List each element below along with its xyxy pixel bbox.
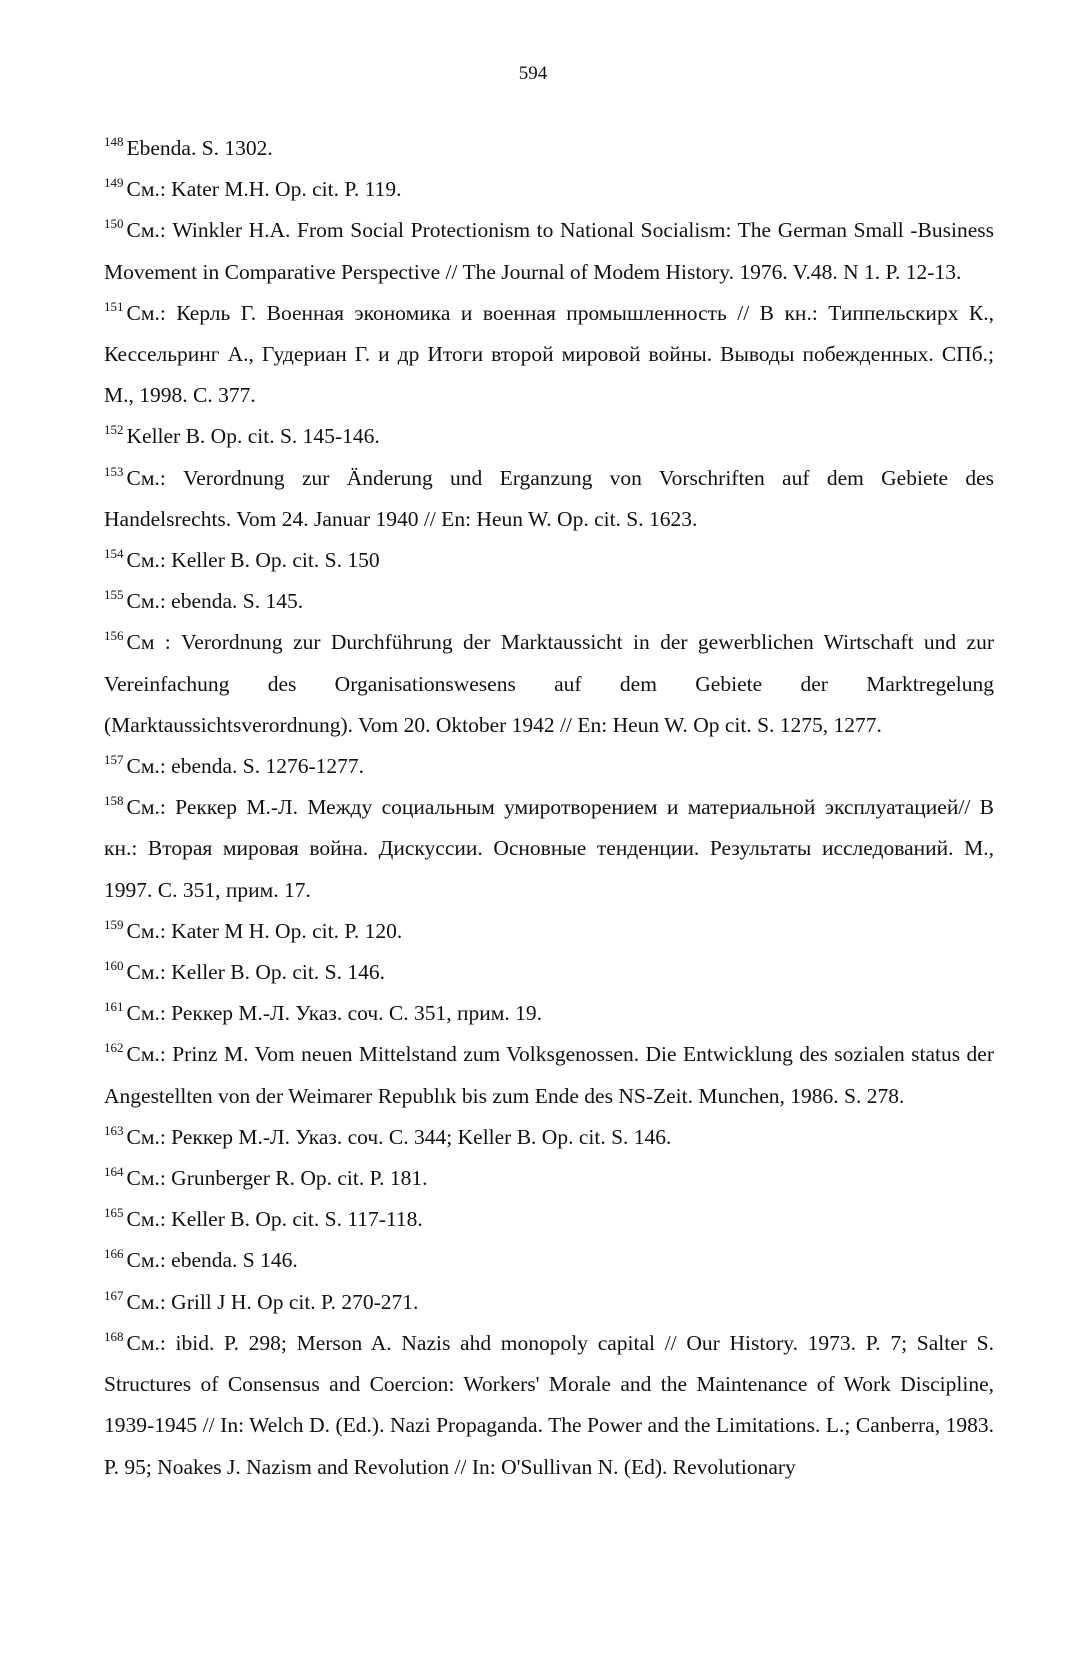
footnote-text: См.: Реккер М.-Л. Указ. соч. С. 351, прим. 19. (126, 1001, 543, 1026)
footnote (104, 1117, 994, 1158)
footnote-number: 156 (104, 628, 124, 644)
footnote-number: 149 (104, 175, 124, 191)
footnote-number: 167 (104, 1287, 124, 1303)
footnote-text: Ebenda. S. 1302. (126, 136, 273, 160)
footnote-number: 161 (104, 999, 124, 1015)
footnote-text: См.: Kater M H. Op. cit. P. 120. (126, 918, 403, 943)
footnote-text: См.: ebenda. S. 145. (126, 589, 304, 614)
footnote-number: 159 (104, 916, 124, 932)
footnote (104, 746, 994, 787)
footnote-number: 164 (104, 1164, 124, 1180)
footnote-number: 152 (104, 422, 124, 438)
footnote-text: См.: ibid. P. 298; Merson A. Nazis ahd monopoly capital // Our History. 1973. P. 7; Salter S. Structures of Consensus and Coercion: Workers' Morale and the Maintenance of Work Discipline, 1939-1945 // In: Welch D. (Ed.). Nazi Propaganda. The Power and the Limitations. L.; Canberra, 1983. P. 95; Noakes J. Nazism and Revolution // In: O'Sullivan N. (Ed). Revolutionary (104, 1330, 994, 1479)
footnote-text: См.: Keller B. Op. cit. S. 146. (126, 960, 385, 985)
footnote-text: См.: Реккер М.-Л. Указ. соч. С. 344; Keller B. Op. cit. S. 146. (126, 1124, 672, 1149)
footnote (104, 1323, 994, 1488)
footnote-number: 151 (104, 298, 124, 314)
footnote-number: 148 (104, 134, 124, 149)
footnote-number: 165 (104, 1205, 124, 1221)
footnote-number: 163 (104, 1122, 124, 1138)
footnote-text: См.: Grunberger R. Op. cit. P. 181. (126, 1166, 428, 1191)
footnote-text: См.: Winkler H.A. From Social Protectionism to National Socialism: The German Small -Business Movement in Comparative Perspective // The Journal of Modem History. 1976. V.48. N 1. P. 12-13. (104, 218, 994, 284)
footnote (104, 1199, 994, 1240)
footnote (104, 622, 994, 746)
footnote-number: 162 (104, 1040, 124, 1056)
footnote-number: 158 (104, 793, 124, 809)
footnote-text: См.: Keller B. Op. cit. S. 150 (126, 548, 380, 573)
footnote (104, 911, 994, 952)
footnote (104, 581, 994, 622)
footnote-text: Keller B. Op. cit. S. 145-146. (126, 424, 380, 449)
footnote (104, 416, 994, 457)
footnote-text: См.: Keller B. Op. cit. S. 117-118. (126, 1207, 423, 1232)
footnote (104, 787, 994, 911)
footnote-number: 154 (104, 546, 124, 562)
footnote-text: См : Verordnung zur Durchführung der Marktaussicht in der gewerblichen Wirtschaft und zur Vereinfachung des Organisationswesens auf dem Gebiete der Marktregelung (Marktaussichtsverordnung). Vom 20. Oktober 1942 // En: Heun W. Op cit. S. 1275, 1277. (104, 630, 994, 737)
footnote (104, 952, 994, 993)
footnotes-list (104, 128, 994, 1488)
footnote (104, 1034, 994, 1116)
footnote-number: 160 (104, 958, 124, 974)
footnote-number: 150 (104, 216, 124, 232)
footnote-text: См.: Verordnung zur Änderung und Erganzung von Vorschriften auf dem Gebiete des Handelsrechts. Vom 24. Januar 1940 // En: Heun W. Op. cit. S. 1623. (104, 465, 994, 531)
footnote (104, 210, 994, 292)
footnote-text: См.: Grill J H. Op cit. P. 270-271. (126, 1289, 419, 1314)
footnote (104, 1158, 994, 1199)
footnote (104, 458, 994, 540)
footnote-text: См.: Реккер М.-Л. Между социальным умиротворением и материальной эксплуатацией// В кн.: Вторая мировая война. Дискуссии. Основные тенденции. Результаты исследований. М., 1997. С. 351, прим. 17. (104, 795, 994, 902)
footnote (104, 128, 994, 169)
footnote (104, 1282, 994, 1323)
page-number: 594 (518, 63, 548, 84)
footnote-number: 166 (104, 1246, 124, 1262)
footnote-number: 153 (104, 463, 124, 479)
footnote (104, 540, 994, 581)
footnote (104, 169, 994, 210)
footnote-number: 155 (104, 587, 124, 603)
footnote-text: См.: ebenda. S 146. (126, 1248, 298, 1273)
footnote (104, 993, 994, 1034)
footnote-number: 168 (104, 1328, 124, 1344)
footnote-text: См.: Керль Г. Военная экономика и военная промышленность // В кн.: Типпельскирх К., Кессельринг А., Гудериан Г. и др Итоги второй мировой войны. Выводы побежденных. СПб.; М., 1998. С. 377. (104, 300, 994, 408)
footnote-text: См.: Prinz M. Vom neuen Mittelstand zum Volksgenossen. Die Entwicklung des sozialen status der Angestellten von der Weimarer Republık bis zum Ende des NS-Zeit. Munchen, 1986. S. 278. (104, 1042, 994, 1108)
footnote (104, 293, 994, 417)
footnote (104, 1240, 994, 1281)
footnote-text: См.: ebenda. S. 1276-1277. (126, 754, 365, 779)
footnote-text: См.: Kater M.H. Op. cit. P. 119. (126, 177, 402, 202)
footnote-number: 157 (104, 752, 124, 768)
